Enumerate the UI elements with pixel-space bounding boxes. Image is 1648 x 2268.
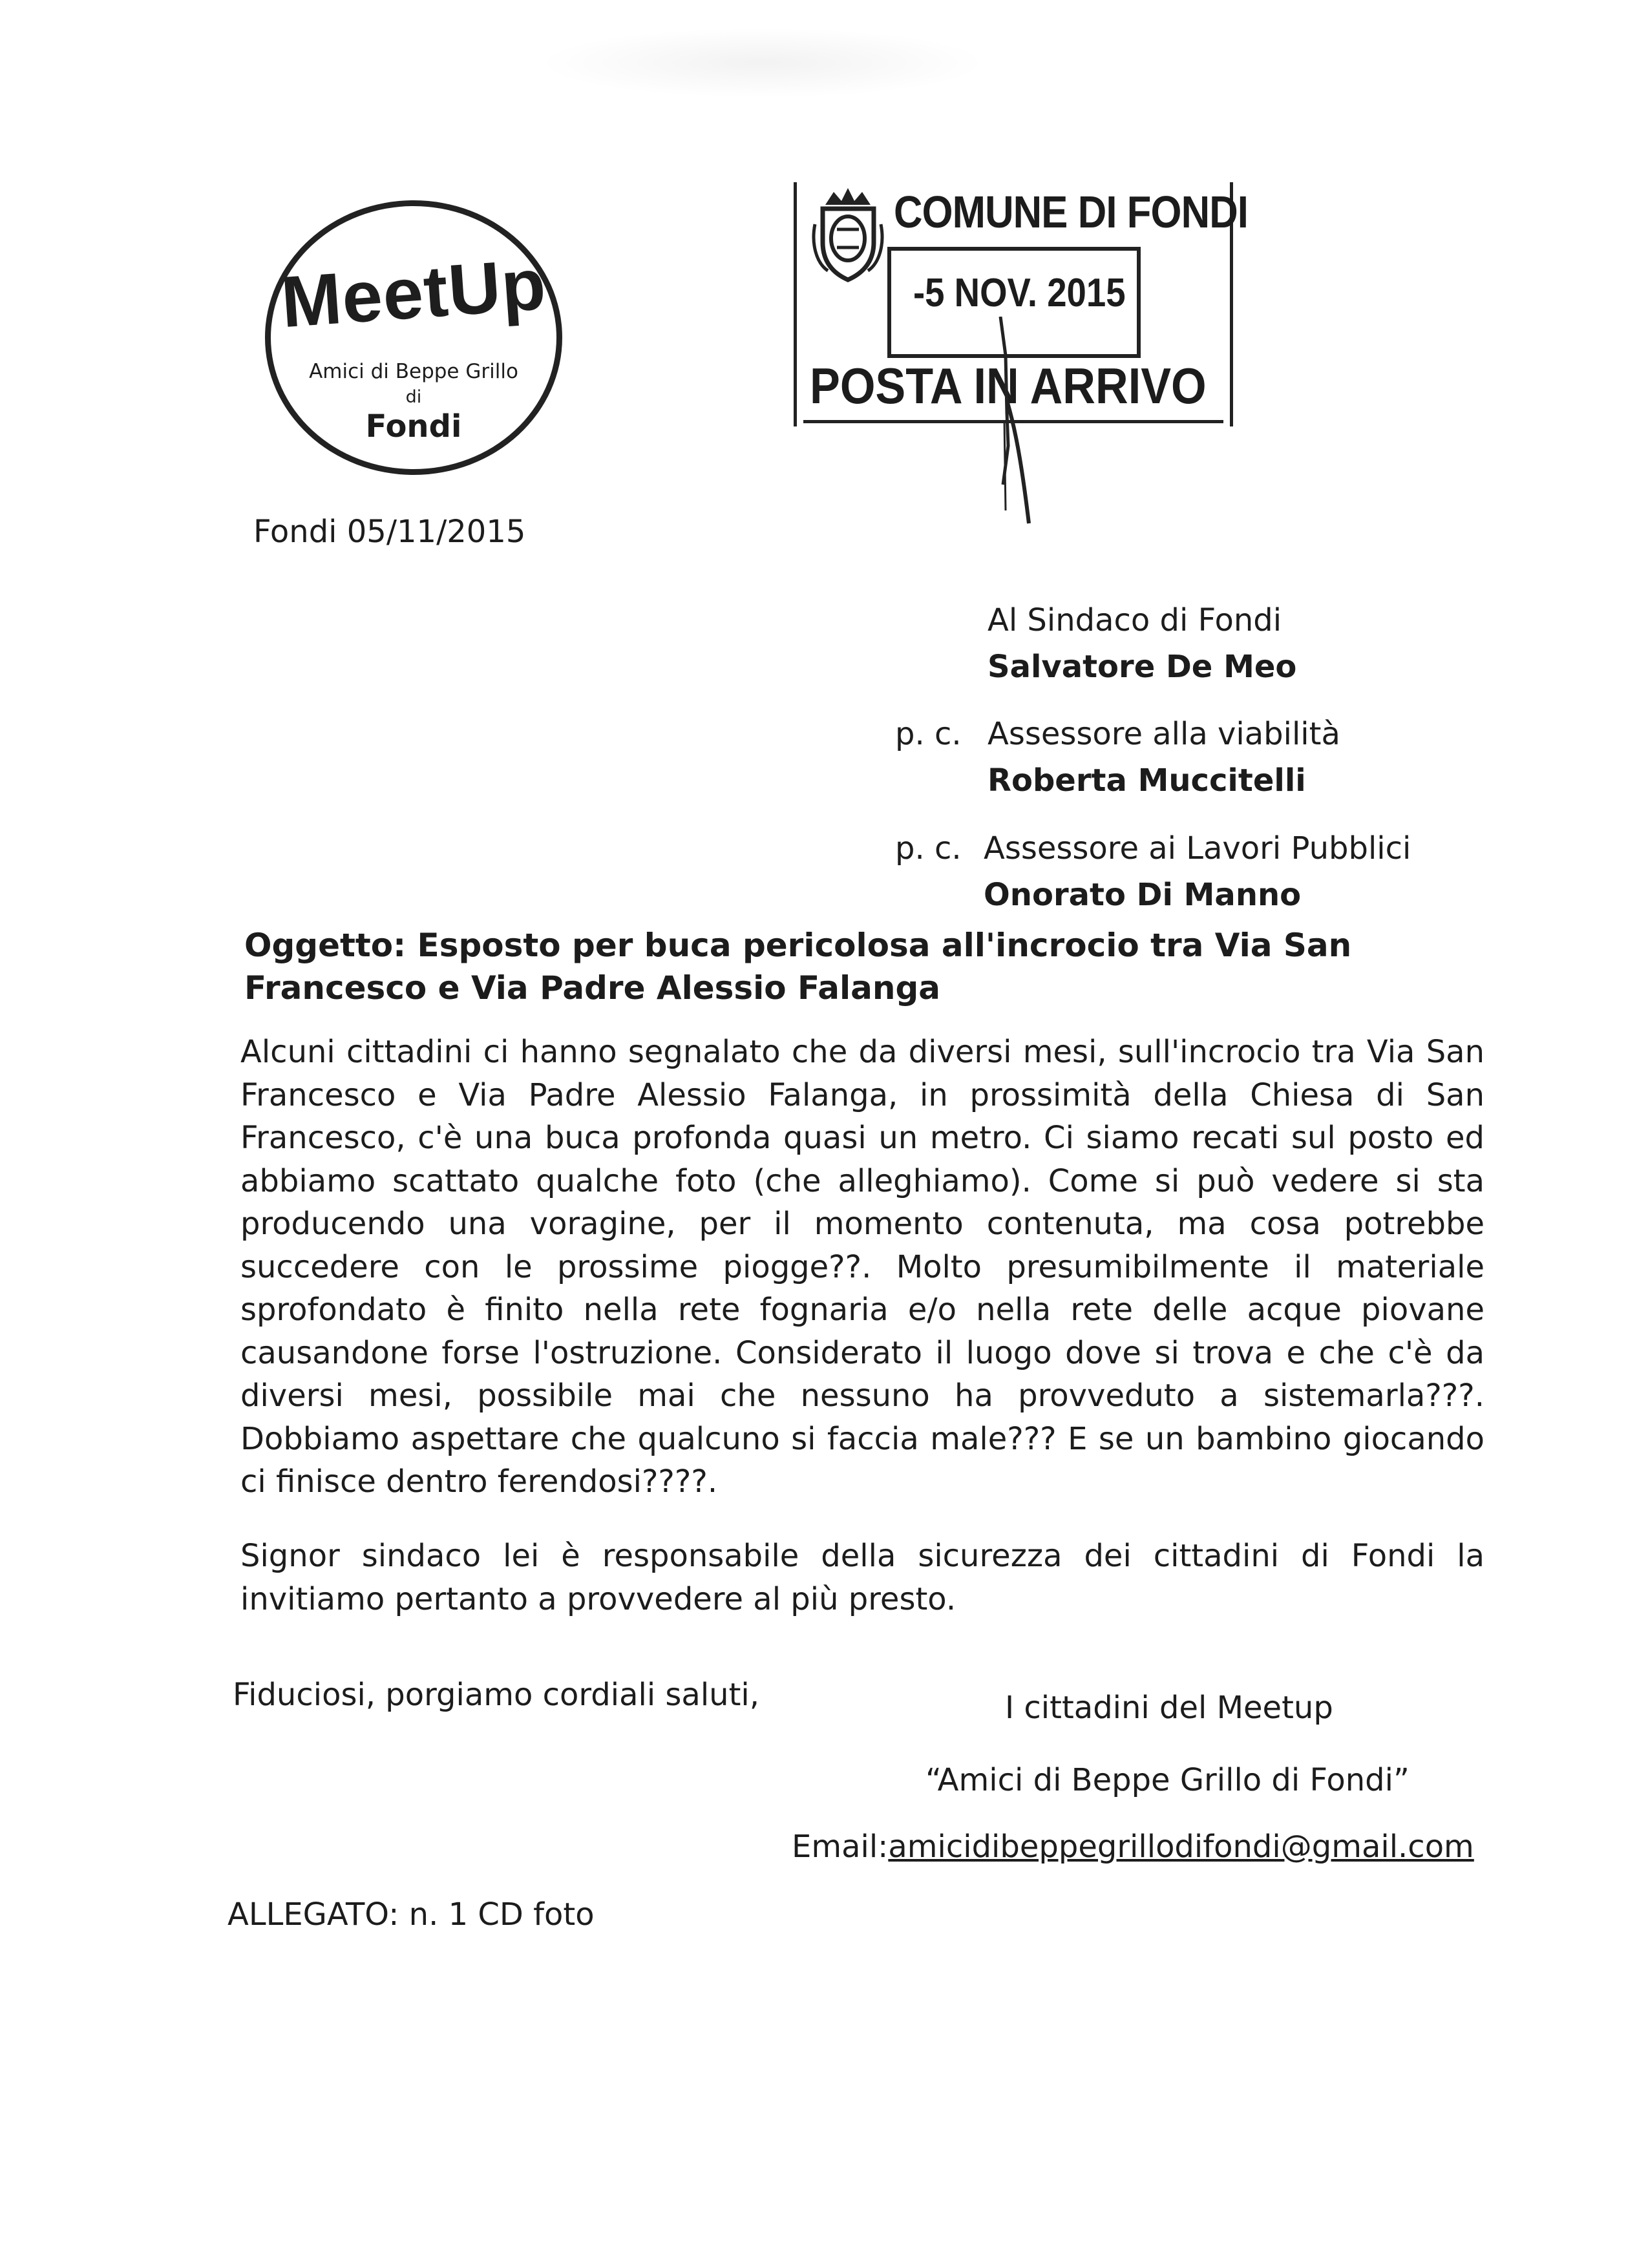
stamp-comune: COMUNE DI FONDI [894, 187, 1249, 237]
attachment-note: ALLEGATO: n. 1 CD foto [227, 1896, 595, 1933]
meetup-logo [265, 200, 562, 475]
recipient-name: Roberta Muccitelli [988, 762, 1306, 799]
crest-icon [811, 185, 885, 282]
stamp-posta: POSTA IN ARRIVO [810, 357, 1207, 414]
recipient-name: Onorato Di Manno [984, 877, 1302, 913]
email-link[interactable]: amicidibeppegrillodifondi@gmail.com [888, 1829, 1474, 1865]
recipient-role: Assessore ai Lavori Pubblici [984, 830, 1411, 866]
letter-date: Fondi 05/11/2015 [253, 514, 526, 550]
recipient-role: Assessore alla viabilità [988, 716, 1340, 752]
recipient-prefix: p. c. [895, 830, 962, 866]
logo-line-1: Amici di Beppe Grillo [309, 360, 518, 383]
recipient-role: Al Sindaco di Fondi [988, 602, 1282, 638]
signature-line-2: “Amici di Beppe Grillo di Fondi” [925, 1762, 1410, 1798]
recipient-name: Salvatore De Meo [988, 649, 1297, 685]
email-line [792, 1829, 1474, 1865]
logo-line-3: Fondi [365, 408, 462, 445]
email-label: Email: [792, 1829, 889, 1865]
letter-subject: Oggetto: Esposto per buca pericolosa all'incrocio tra Via San Francesco e Via Padre Alessio Falanga [244, 927, 1352, 1007]
stamp-date: -5 NOV. 2015 [913, 271, 1126, 315]
logo-brand: MeetUp [278, 243, 549, 343]
letter-closing-paragraph: Signor sindaco lei è responsabile della sicurezza dei cittadini di Fondi la invitiamo pertanto a provvedere al più presto. [240, 1538, 1484, 1617]
signature-line-1: I cittadini del Meetup [1005, 1690, 1333, 1726]
scan-artifact [536, 27, 989, 98]
recipient-prefix: p. c. [895, 716, 962, 752]
logo-line-2: di [405, 387, 422, 407]
handwritten-mark [969, 317, 1047, 530]
letter-salutation: Fiduciosi, porgiamo cordiali saluti, [233, 1677, 760, 1713]
letter-body: Alcuni cittadini ci hanno segnalato che da diversi mesi, sull'incrocio tra Via San Francesco e Via Padre Alessio Falanga, in prossimità della Chiesa di San Francesco, c'è una buca profonda quasi un metro. Ci siamo recati sul posto ed abbiamo scattato qualche foto (che alleghiamo). Come si può vedere si sta producendo una voragine, per il momento contenuta, ma cosa potrebbe succedere con le prossime piogge??. Molto presumibilmente il materiale sprofondato è finito nella rete fognaria e/o nella rete delle acque piovane causandone forse l'ostruzione. Considerato il luogo dove si trova e che c'è da diversi mesi, possibile mai che nessuno ha provveduto a sistemarla???. Dobbiamo aspettare che qualcuno si faccia male??? E se un bambino giocando ci finisce dentro ferendosi????. [240, 1034, 1484, 1500]
